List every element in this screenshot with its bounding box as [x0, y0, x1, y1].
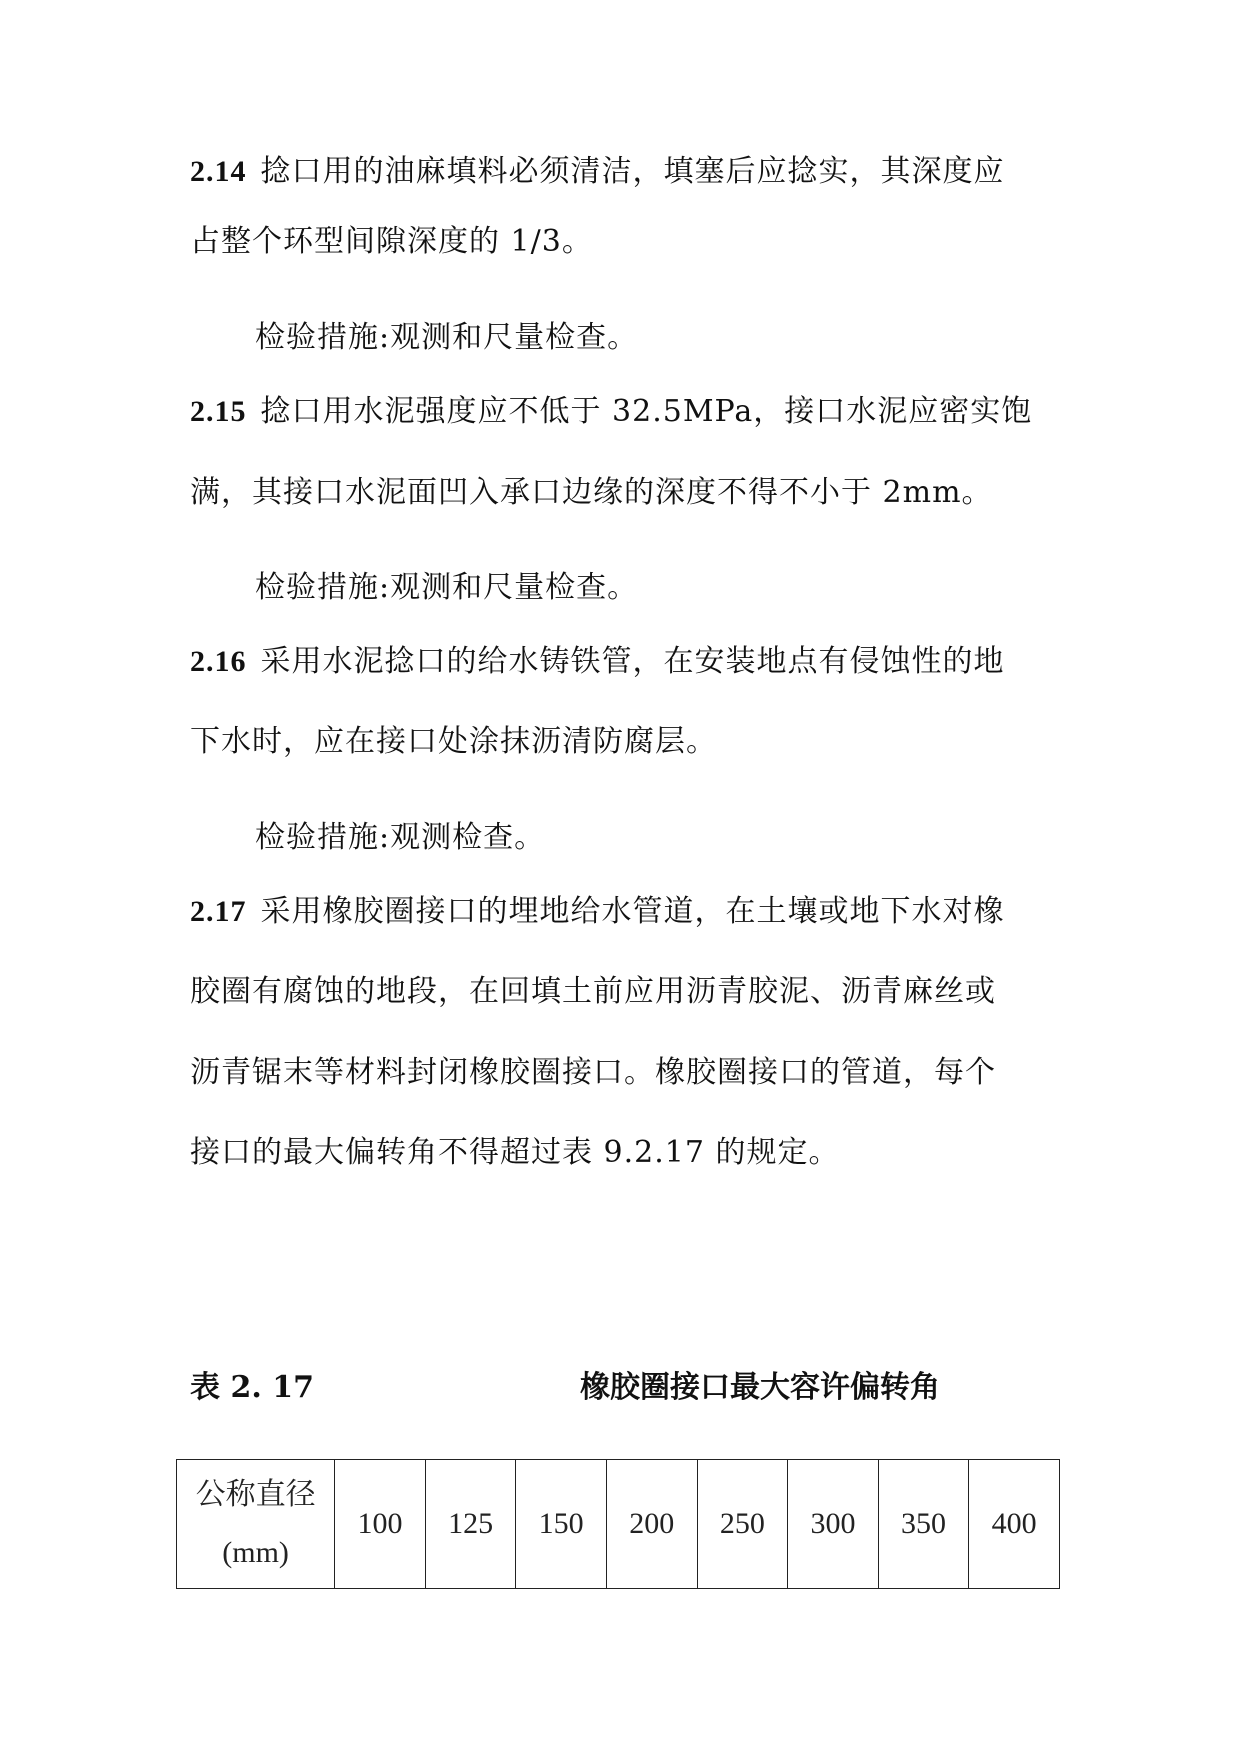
clause-text: 捻口用的油麻填料必须清洁，填塞后应捻实，其深度应 [260, 154, 1005, 189]
clause-number: 2.16 [190, 645, 247, 678]
table-cell: 150 [516, 1460, 607, 1589]
clause-text: 采用水泥捻口的给水铸铁管，在安装地点有侵蚀性的地 [260, 644, 1005, 679]
clause-number: 2.17 [190, 895, 247, 928]
clause-2-16-inspection: 检验措施:观测检查。 [255, 820, 546, 855]
clause-2-14-line-2: 占整个环型间隙深度的 1/3。 [190, 224, 593, 259]
clause-2-15-inspection: 检验措施:观测和尺量检查。 [255, 570, 639, 605]
table-label: 表 2. 17 [190, 1370, 314, 1405]
clause-text: 捻口用水泥强度应不低于 32.5MPa，接口水泥应密实饱 [260, 394, 1033, 429]
clause-2-17-line-3: 沥青锯末等材料封闭橡胶圈接口。橡胶圈接口的管道，每个 [190, 1055, 996, 1090]
clause-text: 采用橡胶圈接口的埋地给水管道，在土壤或地下水对橡 [260, 894, 1005, 929]
clause-2-15-line-1 [190, 392, 1032, 432]
clause-2-16-line-2: 下水时，应在接口处涂抹沥清防腐层。 [190, 724, 717, 759]
clause-2-14-inspection: 检验措施:观测和尺量检查。 [255, 320, 639, 355]
table-header-cell [177, 1460, 335, 1589]
table-cell: 400 [969, 1460, 1060, 1589]
clause-2-16-line-1 [190, 642, 1005, 682]
table-cell: 250 [697, 1460, 788, 1589]
table-cell: 200 [606, 1460, 697, 1589]
clause-2-17-line-4: 接口的最大偏转角不得超过表 9.2.17 的规定。 [190, 1135, 840, 1170]
table-cell: 125 [425, 1460, 516, 1589]
table-cell: 100 [335, 1460, 426, 1589]
table-row [177, 1460, 1060, 1589]
header-line-1: 公称直径 [195, 1478, 316, 1511]
clause-2-15-line-2: 满，其接口水泥面凹入承口边缘的深度不得不小于 2mm。 [190, 475, 993, 510]
table-title: 橡胶圈接口最大容许偏转角 [580, 1370, 940, 1405]
clause-2-14-line-1 [190, 152, 1005, 192]
deflection-angle-table [176, 1459, 1060, 1589]
table-cell: 350 [878, 1460, 969, 1589]
table-cell: 300 [788, 1460, 879, 1589]
clause-2-17-line-2: 胶圈有腐蚀的地段，在回填土前应用沥青胶泥、沥青麻丝或 [190, 974, 996, 1009]
clause-2-17-line-1 [190, 892, 1005, 932]
clause-number: 2.14 [190, 155, 247, 188]
header-line-2: (mm) [222, 1536, 289, 1569]
clause-number: 2.15 [190, 395, 247, 428]
